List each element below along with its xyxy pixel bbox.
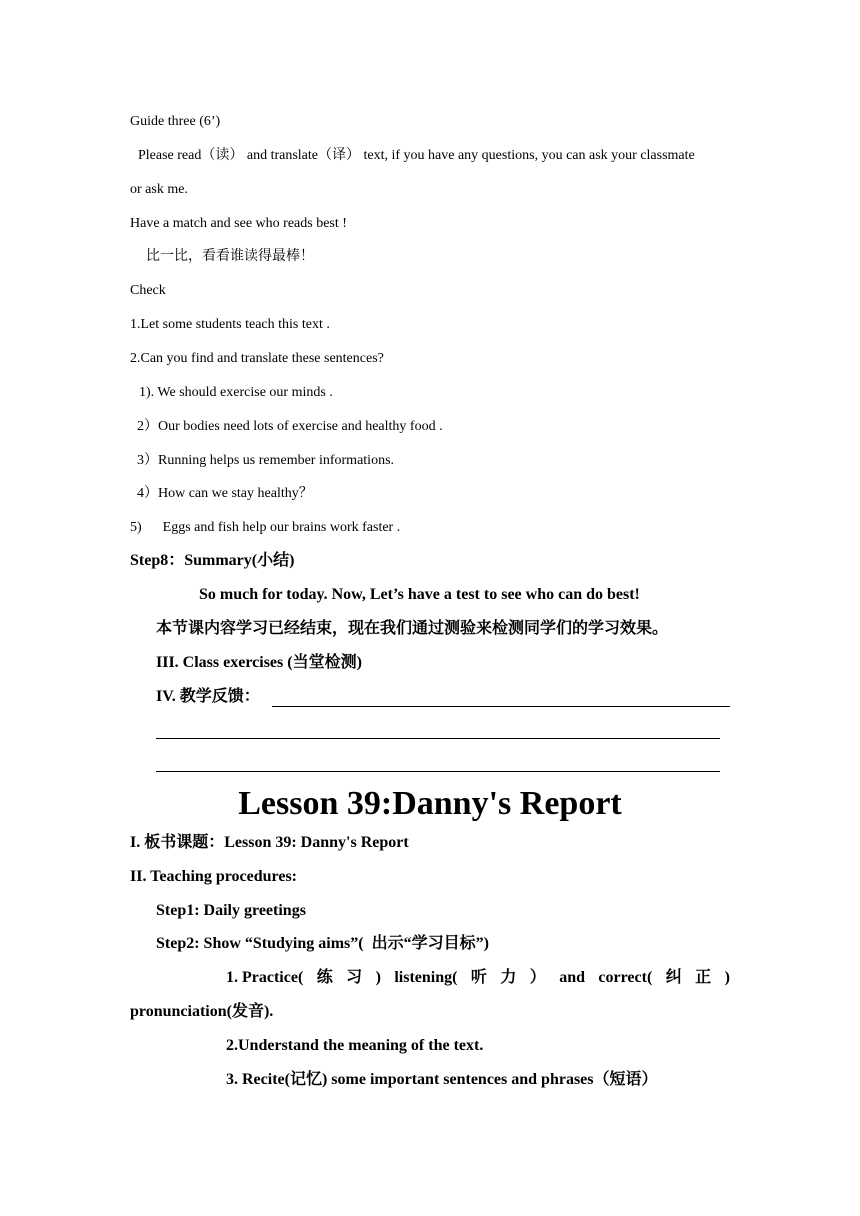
aim-1-part: and [559,969,585,986]
aim-1-part: ） [529,969,546,986]
summary-line-cn: 本节课内容学习已经结束，现在我们通过测验来检测同学们的学习效果。 [156,620,669,637]
feedback-blank-line [156,738,720,739]
check-sentence: 3）Running helps us remember informations. [137,453,395,468]
aim-1-part: 听 [470,969,487,986]
summary-heading: Step8：Summary(小结) [130,552,295,569]
class-exercises: III. Class exercises (当堂检测) [156,654,362,671]
aim-1-part: 习 [346,969,363,986]
aim-1-line [226,970,730,986]
aim-1-part: correct( [598,969,653,986]
guide-instruction-line2: or ask me. [130,182,188,197]
feedback-blank-line [156,771,720,772]
step1: Step1: Daily greetings [156,902,306,919]
feedback-label: IV. 教学反馈： [156,688,260,705]
aim-1-part: 1. Practice( [226,969,304,986]
lesson-title: Lesson 39:Danny's Report [238,785,622,822]
aim-3: 3. Recite(记忆) some important sentences and phrases（短语） [226,1071,658,1088]
board-topic: I. 板书课题：Lesson 39: Danny's Report [130,834,409,851]
check-heading: Check [130,283,166,298]
aim-1-part: ) [724,969,730,986]
aim-1-part: listening( [394,969,458,986]
teaching-procedures: II. Teaching procedures: [130,868,297,885]
aim-1-part: 力 [500,969,517,986]
guide-heading: Guide three (6’) [130,114,221,129]
check-sentence: 4）How can we stay healthy？ [137,486,313,501]
step2: Step2: Show “Studying aims”( 出示“学习目标”) [156,935,489,952]
aim-2: 2.Understand the meaning of the text. [226,1037,484,1054]
guide-match-cn: 比一比，看看谁读得最棒！ [146,249,314,264]
aim-1-part: ) [375,969,381,986]
check-item-2: 2.Can you find and translate these sentences? [130,351,384,366]
check-sentence: 1). We should exercise our minds . [139,385,333,400]
aim-1-continuation: pronunciation(发音). [130,1003,274,1020]
check-sentence: 2）Our bodies need lots of exercise and healthy food . [137,419,443,434]
aim-1-part: 纠 [665,969,682,986]
guide-match: Have a match and see who reads best ! [130,216,347,231]
summary-line-en: So much for today. Now, Let’s have a test to see who can do best! [199,586,640,603]
feedback-blank-line [272,706,730,707]
check-sentence: 5) Eggs and fish help our brains work faster . [130,520,401,535]
check-item-1: 1.Let some students teach this text . [130,317,330,332]
aim-1-part: 练 [316,969,333,986]
guide-instruction-line1: Please read（读） and translate（译） text, if you have any questions, you can ask your classmate [138,148,695,163]
aim-1-part: 正 [695,969,712,986]
